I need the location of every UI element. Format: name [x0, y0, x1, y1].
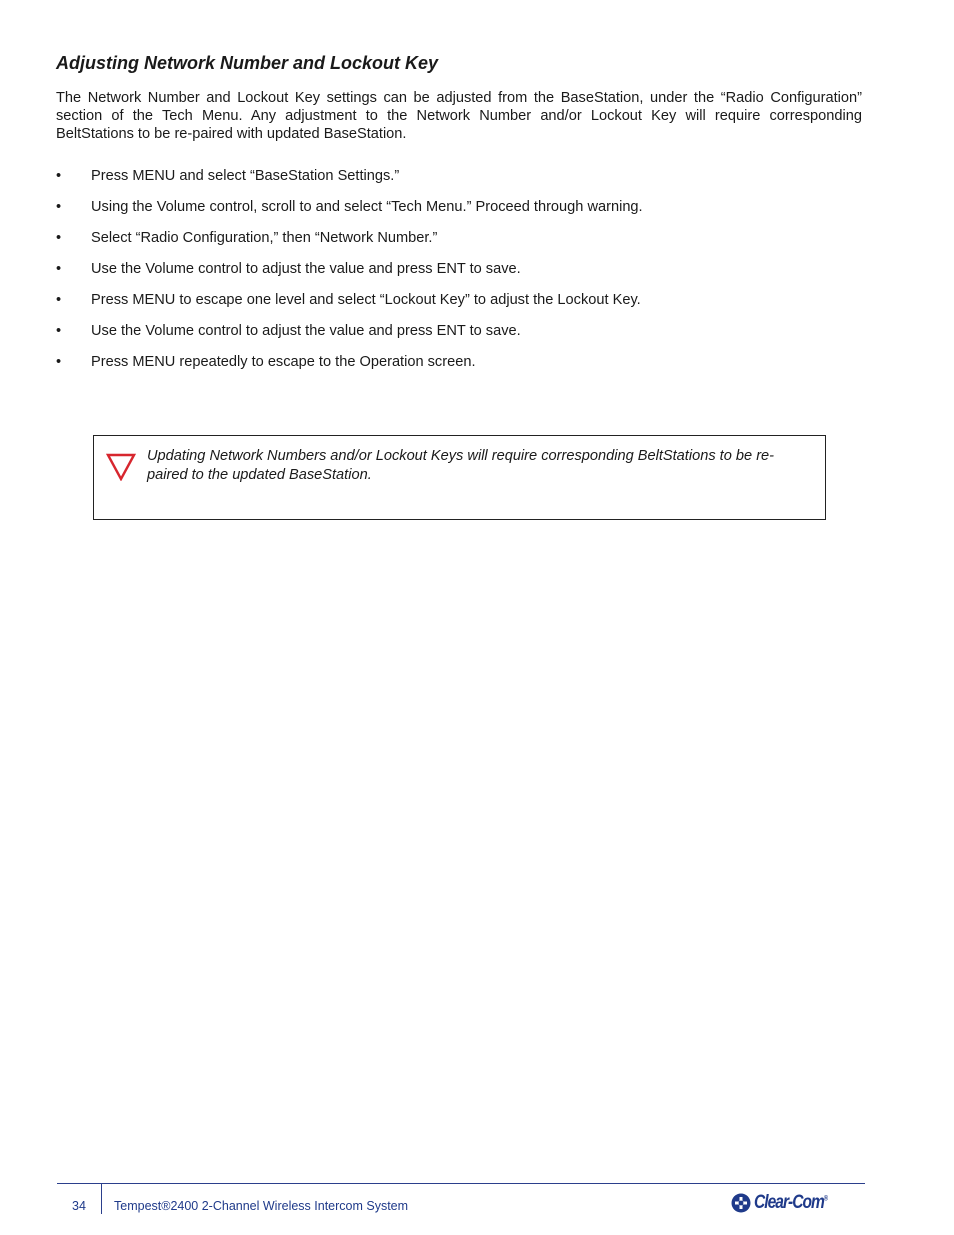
section-heading: Adjusting Network Number and Lockout Key — [56, 53, 439, 73]
step-text: Using the Volume control, scroll to and select “Tech Menu.” Proceed through warning. — [91, 199, 643, 215]
clear-com-logo-text: Clear-Com® — [754, 1192, 829, 1213]
intro-paragraph: The Network Number and Lockout Key settings can be adjusted from the BaseStation, under the “Radio Configuration” section of the Tech Menu. Any adjustment to the Network Number and/or Lockout Key will require corresponding BeltStations to be re-paired with updated BaseStation. — [56, 90, 862, 142]
footer-divider — [101, 1184, 102, 1214]
bullet-icon: • — [56, 199, 62, 215]
footer-rule — [57, 1183, 865, 1184]
step-text: Use the Volume control to adjust the value and press ENT to save. — [91, 323, 521, 339]
warning-note-box — [93, 435, 826, 520]
bullet-icon: • — [56, 230, 62, 246]
step-text: Select “Radio Configuration,” then “Network Number.” — [91, 230, 438, 246]
step-text: Press MENU and select “BaseStation Settings.” — [91, 168, 400, 184]
warning-triangle-icon — [106, 453, 136, 481]
bullet-icon: • — [56, 261, 62, 277]
warning-note-text: Updating Network Numbers and/or Lockout Keys will require corresponding BeltStations to be re-paired to the updated BaseStation. — [147, 448, 775, 483]
clear-com-logo — [730, 1191, 844, 1215]
bullet-icon: • — [56, 292, 62, 308]
step-text: Use the Volume control to adjust the value and press ENT to save. — [91, 261, 521, 277]
step-text: Press MENU repeatedly to escape to the Operation screen. — [91, 354, 476, 370]
page-number: 34 — [72, 1199, 86, 1213]
bullet-icon: • — [56, 168, 62, 184]
bullet-icon: • — [56, 354, 62, 370]
clear-com-logo-mark-icon — [730, 1192, 752, 1214]
bullet-icon: • — [56, 323, 62, 339]
footer-document-title: Tempest®2400 2-Channel Wireless Intercom System — [114, 1199, 409, 1213]
step-text: Press MENU to escape one level and select “Lockout Key” to adjust the Lockout Key. — [91, 292, 641, 308]
